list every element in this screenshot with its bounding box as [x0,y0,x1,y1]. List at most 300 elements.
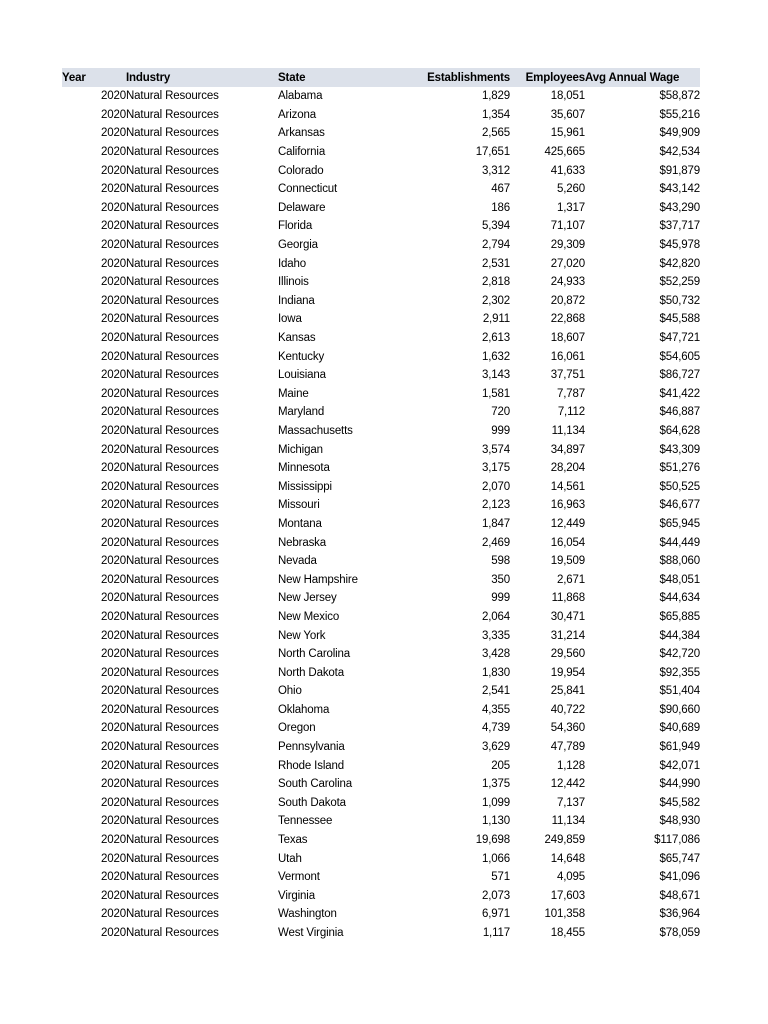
cell-industry: Natural Resources [126,759,219,772]
cell-year: 2020 [101,108,126,121]
cell-industry: Natural Resources [126,127,219,140]
cell-state: Indiana [278,294,315,307]
cell-state: Michigan [278,443,323,456]
cell-industry: Natural Resources [126,239,219,252]
cell-employees: 17,603 [550,889,585,902]
table-row [62,701,700,720]
table-row [62,905,700,924]
cell-avg-annual-wage: $65,885 [659,610,700,623]
table-row [62,608,700,627]
cell-establishments: 999 [491,424,510,437]
table-row [62,273,700,292]
cell-employees: 19,954 [550,666,585,679]
cell-establishments: 1,375 [481,778,510,791]
cell-year: 2020 [101,610,126,623]
cell-industry: Natural Resources [126,573,219,586]
cell-year: 2020 [101,629,126,642]
table-row [62,217,700,236]
cell-employees: 20,872 [550,294,585,307]
cell-state: Ohio [278,685,302,698]
cell-state: New Mexico [278,610,340,623]
cell-year: 2020 [101,332,126,345]
cell-avg-annual-wage: $46,677 [659,499,700,512]
header-establishments: Establishments [378,68,510,87]
cell-avg-annual-wage: $91,879 [659,164,700,177]
cell-employees: 101,358 [544,908,585,921]
cell-state: Arkansas [278,127,325,140]
cell-year: 2020 [101,555,126,568]
cell-year: 2020 [101,796,126,809]
cell-state: Oregon [278,722,316,735]
table-row [62,236,700,255]
cell-establishments: 2,302 [481,294,510,307]
cell-year: 2020 [101,871,126,884]
cell-year: 2020 [101,387,126,400]
cell-establishments: 3,312 [481,164,510,177]
cell-year: 2020 [101,276,126,289]
cell-establishments: 1,066 [481,852,510,865]
cell-establishments: 17,651 [475,146,510,159]
cell-avg-annual-wage: $48,671 [659,889,700,902]
cell-avg-annual-wage: $45,582 [659,796,700,809]
cell-establishments: 598 [491,555,510,568]
cell-avg-annual-wage: $48,051 [659,573,700,586]
table-row [62,459,700,478]
cell-employees: 5,260 [556,183,585,196]
cell-industry: Natural Resources [126,499,219,512]
table-row [62,570,700,589]
header-avg-annual-wage: Avg Annual Wage [585,68,700,87]
cell-industry: Natural Resources [126,666,219,679]
cell-year: 2020 [101,294,126,307]
cell-establishments: 2,123 [481,499,510,512]
cell-avg-annual-wage: $65,747 [659,852,700,865]
cell-state: Missouri [278,499,320,512]
cell-industry: Natural Resources [126,276,219,289]
cell-establishments: 1,099 [481,796,510,809]
table-row [62,924,700,943]
cell-avg-annual-wage: $36,964 [659,908,700,921]
cell-state: Colorado [278,164,324,177]
cell-establishments: 3,428 [481,648,510,661]
cell-industry: Natural Resources [126,387,219,400]
cell-avg-annual-wage: $40,689 [659,722,700,735]
cell-industry: Natural Resources [126,332,219,345]
table-row [62,329,700,348]
cell-state: Utah [278,852,302,865]
cell-establishments: 186 [491,201,510,214]
cell-avg-annual-wage: $43,290 [659,201,700,214]
cell-employees: 425,665 [544,146,585,159]
cell-year: 2020 [101,685,126,698]
cell-employees: 24,933 [550,276,585,289]
cell-year: 2020 [101,648,126,661]
table-row [62,106,700,125]
cell-employees: 16,963 [550,499,585,512]
table-row [62,645,700,664]
cell-avg-annual-wage: $92,355 [659,666,700,679]
cell-industry: Natural Resources [126,257,219,270]
cell-year: 2020 [101,220,126,233]
cell-establishments: 2,565 [481,127,510,140]
cell-state: Idaho [278,257,307,270]
cell-avg-annual-wage: $45,588 [659,313,700,326]
cell-avg-annual-wage: $45,978 [659,239,700,252]
cell-establishments: 571 [491,871,510,884]
table-row [62,366,700,385]
table-row [62,812,700,831]
cell-year: 2020 [101,369,126,382]
cell-industry: Natural Resources [126,108,219,121]
table-row [62,515,700,534]
cell-establishments: 1,117 [482,927,510,940]
cell-industry: Natural Resources [126,313,219,326]
cell-year: 2020 [101,164,126,177]
cell-avg-annual-wage: $90,660 [659,703,700,716]
cell-avg-annual-wage: $55,216 [659,108,700,121]
cell-industry: Natural Resources [126,796,219,809]
cell-state: Alabama [278,90,323,103]
cell-state: Kentucky [278,350,325,363]
cell-state: New Jersey [278,592,337,605]
cell-industry: Natural Resources [126,220,219,233]
cell-employees: 27,020 [550,257,585,270]
cell-industry: Natural Resources [126,294,219,307]
cell-state: Vermont [278,871,320,884]
cell-industry: Natural Resources [126,722,219,735]
cell-establishments: 3,175 [481,462,510,475]
table-row [62,440,700,459]
header-year: Year [62,68,126,87]
cell-state: California [278,146,326,159]
cell-employees: 7,137 [556,796,585,809]
cell-avg-annual-wage: $48,930 [659,815,700,828]
cell-year: 2020 [101,201,126,214]
cell-avg-annual-wage: $44,990 [659,778,700,791]
cell-state: South Carolina [278,778,352,791]
cell-establishments: 5,394 [481,220,510,233]
cell-state: Kansas [278,332,316,345]
cell-avg-annual-wage: $43,142 [659,183,700,196]
cell-industry: Natural Resources [126,685,219,698]
data-table [62,68,700,942]
cell-avg-annual-wage: $54,605 [659,350,700,363]
table-row [62,719,700,738]
cell-industry: Natural Resources [126,201,219,214]
cell-state: Delaware [278,201,326,214]
table-row [62,682,700,701]
cell-year: 2020 [101,406,126,419]
header-state: State [278,68,378,87]
table-row [62,533,700,552]
cell-state: Tennessee [278,815,333,828]
cell-state: Arizona [278,108,316,121]
cell-year: 2020 [101,424,126,437]
cell-avg-annual-wage: $47,721 [659,332,700,345]
cell-establishments: 3,335 [481,629,510,642]
cell-year: 2020 [101,889,126,902]
cell-industry: Natural Resources [126,480,219,493]
cell-establishments: 467 [491,183,510,196]
cell-industry: Natural Resources [126,555,219,568]
cell-employees: 11,134 [551,424,585,437]
cell-employees: 31,214 [550,629,585,642]
cell-employees: 12,449 [550,517,585,530]
cell-employees: 25,841 [550,685,585,698]
cell-industry: Natural Resources [126,629,219,642]
cell-year: 2020 [101,239,126,252]
cell-establishments: 2,818 [481,276,510,289]
cell-state: Washington [278,908,337,921]
cell-establishments: 1,830 [481,666,510,679]
table-row [62,887,700,906]
table-row [62,180,700,199]
cell-industry: Natural Resources [126,90,219,103]
table-row [62,496,700,515]
cell-employees: 7,787 [556,387,585,400]
cell-establishments: 2,469 [481,536,510,549]
cell-year: 2020 [101,834,126,847]
cell-employees: 41,633 [550,164,585,177]
cell-avg-annual-wage: $65,945 [659,517,700,530]
cell-establishments: 1,581 [481,387,510,400]
cell-state: Montana [278,517,322,530]
cell-state: Illinois [278,276,309,289]
cell-employees: 1,128 [556,759,585,772]
cell-industry: Natural Resources [126,834,219,847]
cell-employees: 22,868 [550,313,585,326]
cell-state: Florida [278,220,313,233]
cell-year: 2020 [101,480,126,493]
cell-establishments: 19,698 [475,834,510,847]
cell-establishments: 1,829 [481,90,510,103]
table-row [62,385,700,404]
cell-year: 2020 [101,499,126,512]
cell-year: 2020 [101,703,126,716]
cell-year: 2020 [101,666,126,679]
table-row [62,552,700,571]
cell-employees: 16,054 [550,536,585,549]
table-row [62,794,700,813]
cell-employees: 16,061 [550,350,585,363]
cell-state: Pennsylvania [278,741,345,754]
cell-state: Rhode Island [278,759,344,772]
cell-establishments: 2,064 [481,610,510,623]
table-row [62,756,700,775]
cell-industry: Natural Resources [126,927,219,940]
cell-state: Nebraska [278,536,327,549]
cell-year: 2020 [101,350,126,363]
cell-state: Massachusetts [278,424,353,437]
cell-establishments: 1,130 [481,815,510,828]
cell-year: 2020 [101,127,126,140]
header-industry: Industry [126,68,278,87]
cell-state: Iowa [278,313,302,326]
cell-establishments: 1,354 [481,108,510,121]
cell-employees: 18,607 [550,332,585,345]
cell-state: Virginia [278,889,315,902]
table-row [62,87,700,106]
cell-avg-annual-wage: $50,732 [659,294,700,307]
cell-year: 2020 [101,852,126,865]
table-row [62,738,700,757]
cell-avg-annual-wage: $42,534 [659,146,700,159]
cell-state: Maine [278,387,309,400]
cell-state: New York [278,629,326,642]
cell-year: 2020 [101,443,126,456]
cell-establishments: 1,632 [481,350,510,363]
cell-establishments: 2,794 [481,239,510,252]
cell-establishments: 6,971 [481,908,510,921]
cell-industry: Natural Resources [126,443,219,456]
cell-employees: 54,360 [550,722,585,735]
cell-year: 2020 [101,257,126,270]
cell-state: Louisiana [278,369,326,382]
cell-avg-annual-wage: $44,634 [659,592,700,605]
cell-industry: Natural Resources [126,703,219,716]
cell-avg-annual-wage: $86,727 [659,369,700,382]
table-row [62,849,700,868]
cell-state: West Virginia [278,927,344,940]
cell-establishments: 2,613 [481,332,510,345]
cell-state: North Dakota [278,666,344,679]
table-header [62,68,700,87]
cell-avg-annual-wage: $88,060 [659,555,700,568]
cell-year: 2020 [101,927,126,940]
cell-year: 2020 [101,573,126,586]
cell-establishments: 2,070 [481,480,510,493]
cell-employees: 19,509 [550,555,585,568]
cell-industry: Natural Resources [126,424,219,437]
cell-avg-annual-wage: $58,872 [659,90,700,103]
cell-establishments: 2,073 [481,889,510,902]
cell-industry: Natural Resources [126,889,219,902]
cell-avg-annual-wage: $46,887 [659,406,700,419]
cell-avg-annual-wage: $43,309 [659,443,700,456]
cell-avg-annual-wage: $51,276 [659,462,700,475]
table-row [62,831,700,850]
cell-employees: 249,859 [544,834,585,847]
cell-establishments: 4,355 [481,703,510,716]
cell-year: 2020 [101,536,126,549]
cell-employees: 18,051 [550,90,585,103]
cell-employees: 30,471 [550,610,585,623]
cell-employees: 4,095 [556,871,585,884]
table-row [62,626,700,645]
cell-industry: Natural Resources [126,350,219,363]
cell-year: 2020 [101,741,126,754]
cell-avg-annual-wage: $61,949 [659,741,700,754]
cell-state: New Hampshire [278,573,358,586]
cell-state: Connecticut [278,183,338,196]
cell-industry: Natural Resources [126,462,219,475]
cell-employees: 14,648 [550,852,585,865]
cell-avg-annual-wage: $42,820 [659,257,700,270]
cell-avg-annual-wage: $78,059 [659,927,700,940]
cell-avg-annual-wage: $50,525 [659,480,700,493]
cell-industry: Natural Resources [126,648,219,661]
cell-year: 2020 [101,517,126,530]
cell-avg-annual-wage: $44,449 [659,536,700,549]
cell-establishments: 999 [491,592,510,605]
cell-employees: 29,309 [550,239,585,252]
table-row [62,422,700,441]
cell-industry: Natural Resources [126,852,219,865]
table-row [62,310,700,329]
cell-employees: 11,134 [551,815,585,828]
cell-avg-annual-wage: $49,909 [659,127,700,140]
cell-industry: Natural Resources [126,164,219,177]
table-row [62,403,700,422]
table-row [62,589,700,608]
cell-establishments: 4,739 [481,722,510,735]
cell-establishments: 3,629 [481,741,510,754]
cell-year: 2020 [101,313,126,326]
header-row [62,68,700,87]
cell-industry: Natural Resources [126,908,219,921]
header-employees: Employees [510,68,585,87]
cell-state: Texas [278,834,308,847]
cell-employees: 7,112 [557,406,585,419]
cell-establishments: 3,574 [481,443,510,456]
cell-employees: 28,204 [550,462,585,475]
table-row [62,292,700,311]
cell-year: 2020 [101,146,126,159]
cell-year: 2020 [101,90,126,103]
cell-employees: 11,868 [551,592,585,605]
cell-employees: 14,561 [550,480,585,493]
cell-establishments: 2,911 [482,313,510,326]
cell-employees: 71,107 [550,220,585,233]
cell-year: 2020 [101,908,126,921]
table-row [62,199,700,218]
cell-industry: Natural Resources [126,369,219,382]
cell-industry: Natural Resources [126,610,219,623]
cell-avg-annual-wage: $42,071 [659,759,700,772]
table-row [62,254,700,273]
cell-state: Mississippi [278,480,332,493]
cell-avg-annual-wage: $37,717 [659,220,700,233]
cell-avg-annual-wage: $44,384 [659,629,700,642]
table-row [62,143,700,162]
cell-employees: 47,789 [550,741,585,754]
cell-industry: Natural Resources [126,536,219,549]
cell-industry: Natural Resources [126,592,219,605]
cell-avg-annual-wage: $42,720 [659,648,700,661]
cell-employees: 34,897 [550,443,585,456]
cell-establishments: 350 [491,573,510,586]
table-row [62,868,700,887]
cell-state: Georgia [278,239,318,252]
cell-year: 2020 [101,462,126,475]
cell-establishments: 205 [491,759,510,772]
table-row [62,477,700,496]
table-row [62,775,700,794]
cell-employees: 15,961 [550,127,585,140]
cell-industry: Natural Resources [126,741,219,754]
cell-employees: 37,751 [550,369,585,382]
cell-employees: 40,722 [550,703,585,716]
cell-state: Nevada [278,555,317,568]
cell-employees: 2,671 [556,573,585,586]
cell-industry: Natural Resources [126,183,219,196]
cell-establishments: 1,847 [481,517,510,530]
cell-state: Maryland [278,406,325,419]
cell-avg-annual-wage: $51,404 [659,685,700,698]
cell-industry: Natural Resources [126,815,219,828]
cell-employees: 18,455 [550,927,585,940]
cell-avg-annual-wage: $41,096 [659,871,700,884]
